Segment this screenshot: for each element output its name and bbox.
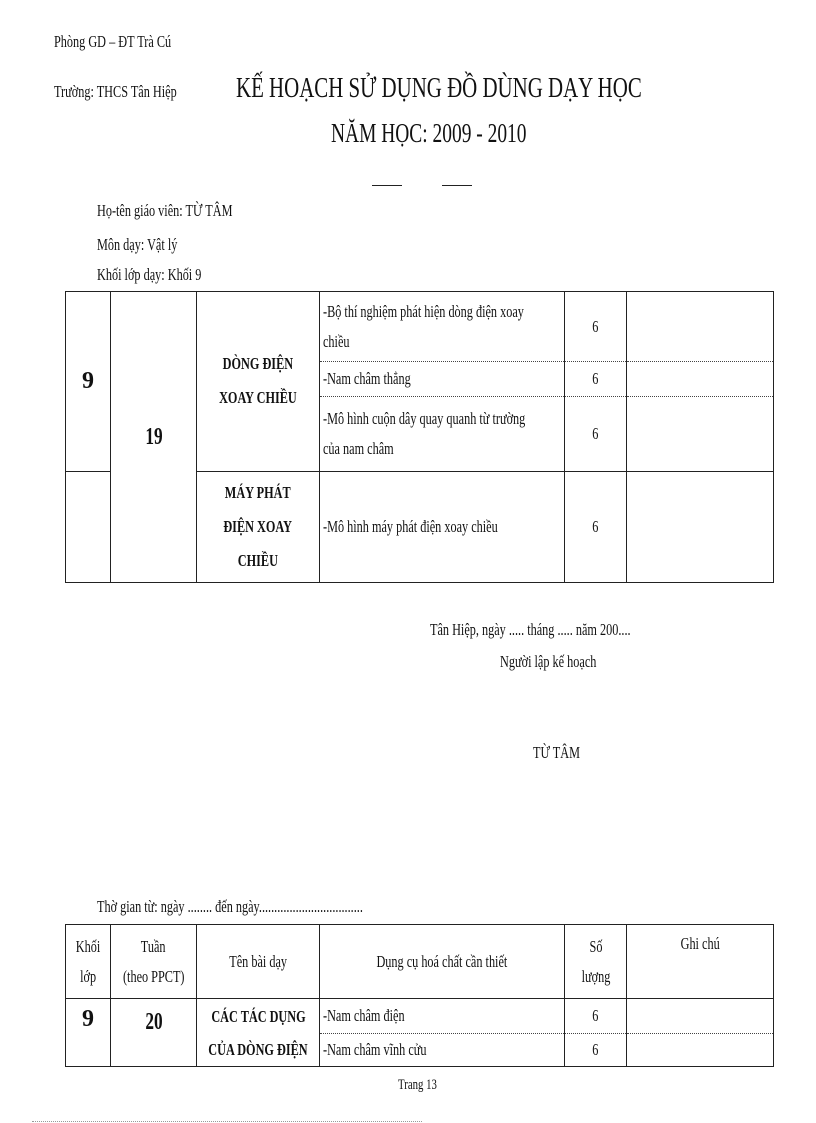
note-cell — [627, 471, 774, 582]
department-label: Phòng GD – ĐT Trà Cú — [54, 32, 172, 51]
grade-cell: 9 — [66, 292, 111, 472]
qty-cell: 6 — [565, 999, 627, 1034]
subject-line: Môn dạy: Vật lý — [97, 235, 178, 254]
note-cell — [627, 292, 774, 362]
table-row: -Mô hình cuộn dây quay quanh từ trường của nam châm — [320, 397, 565, 471]
lesson-cell-ac-generator: MÁY PHÁT ĐIỆN XOAY CHIỀU — [197, 471, 320, 582]
note-cell — [627, 362, 774, 397]
week-cell: 19 — [111, 292, 197, 583]
week-cell: 20 — [111, 999, 197, 1067]
table-row: -Nam châm vĩnh cửu — [320, 1034, 565, 1067]
school-year: NĂM HỌC: 2009 - 2010 — [331, 118, 527, 148]
note-cell — [627, 397, 774, 471]
grade-cell-empty — [66, 471, 111, 582]
table-row: -Nam châm thẳng — [320, 362, 565, 397]
note-cell — [627, 999, 774, 1034]
page-title: KẾ HOẠCH SỬ DỤNG ĐỒ DÙNG DẠY HỌC — [236, 72, 642, 104]
period-line: Thờ gian từ: ngày ........ đến ngày.................................. — [97, 897, 363, 916]
signer-role: Người lập kế hoạch — [500, 652, 597, 671]
page-number: Trang 13 — [398, 1077, 437, 1093]
header-qty: Số lượng — [565, 925, 627, 999]
table-row: -Nam châm điện — [320, 999, 565, 1034]
school-label: Trường: THCS Tân Hiệp — [54, 82, 177, 101]
footer-divider — [32, 1121, 422, 1122]
title-dash-right — [442, 185, 472, 186]
teacher-name: Họ-tên giáo viên: TỪ TÂM — [97, 201, 233, 220]
equipment-table-week19 — [65, 291, 774, 583]
signer-name: TỪ TÂM — [533, 743, 581, 762]
table-row: -Bộ thí nghiệm phát hiện dòng điện xoay chiều — [320, 292, 565, 362]
equipment-table-week20 — [65, 924, 774, 1067]
header-note: Ghi chú — [627, 925, 774, 999]
grade-cell: 9 — [66, 999, 111, 1067]
lesson-cell-ac-current: DÒNG ĐIỆN XOAY CHIỀU — [197, 292, 320, 472]
place-date: Tân Hiệp, ngày ..... tháng ..... năm 200.... — [430, 620, 631, 639]
note-cell — [627, 1034, 774, 1067]
qty-cell: 6 — [565, 397, 627, 471]
title-dash-left — [372, 185, 402, 186]
qty-cell: 6 — [565, 471, 627, 582]
header-week: Tuần (theo PPCT) — [111, 925, 197, 999]
header-grade: Khối lớp — [66, 925, 111, 999]
table-row: -Mô hình máy phát điện xoay chiều — [320, 471, 565, 582]
lesson-cell-effects: CÁC TÁC DỤNG CỦA DÒNG ĐIỆN — [197, 999, 320, 1067]
qty-cell: 6 — [565, 362, 627, 397]
header-item: Dụng cụ hoá chất cần thiết — [320, 925, 565, 999]
qty-cell: 6 — [565, 292, 627, 362]
qty-cell: 6 — [565, 1034, 627, 1067]
header-lesson: Tên bài dạy — [197, 925, 320, 999]
grade-line: Khối lớp dạy: Khối 9 — [97, 265, 202, 284]
